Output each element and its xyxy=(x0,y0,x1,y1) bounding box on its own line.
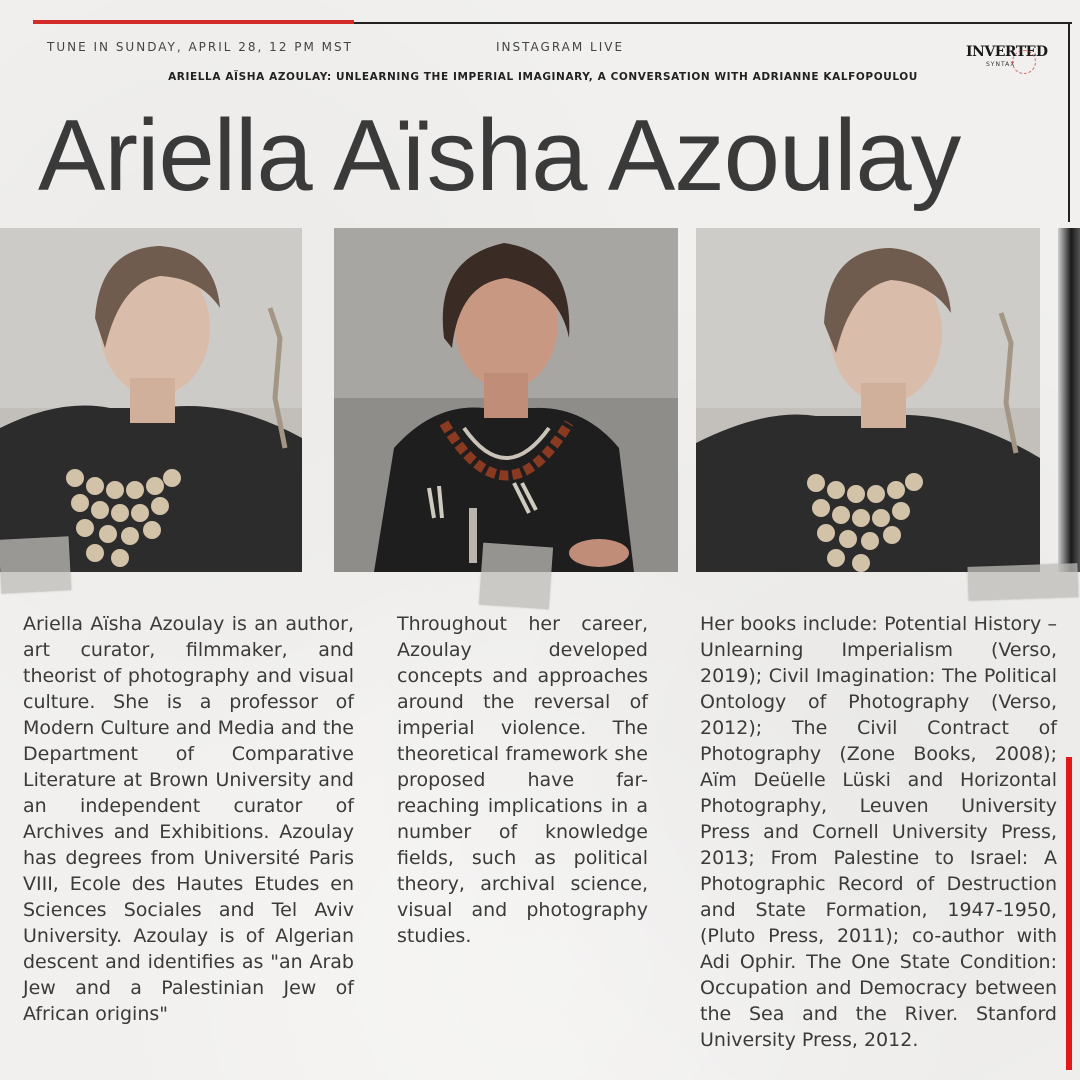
portrait-1-illustration xyxy=(0,228,302,572)
portrait-photo-3 xyxy=(696,228,1040,572)
top-black-rule xyxy=(354,22,1072,24)
page-title: Ariella Aïsha Azoulay xyxy=(38,100,961,212)
event-date: TUNE IN SUNDAY, APRIL 28, 12 PM MST xyxy=(47,40,353,54)
inverted-syntax-logo xyxy=(966,42,1048,74)
bio-column-2: Throughout her career, Azoulay developed concepts and approaches around the reversal of imperial violence. The theoretical framework she proposed have far-reaching implications in a number of knowledge fields, such as political theory, archival science, visual and photography studies. xyxy=(397,613,648,947)
portrait-photo-1 xyxy=(0,228,302,572)
bio-column-3: Her books include: Potential History – Unlearning Imperialism (Verso, 2019); Civil Imagination: The Political Ontology of Photography (Verso, 2012); The Civil Contract of Photography (Zone Books, 2008); Aïm Deüelle Lüski and Horizontal Photography, Leuven University Press and Cornell University Press, 2013; From Palestine to Israel: A Photographic Record of Destruction and State Formation, 1947-1950, (Pluto Press, 2011); co-author with Adi Ophir. The One State Condition: Occupation and Democracy between the Sea and the River. Stanford University Press, 2012. xyxy=(700,613,1057,1051)
portrait-photo-2 xyxy=(334,228,678,572)
logo-stamp-icon xyxy=(1012,50,1036,74)
portrait-photo-4-partial xyxy=(1058,228,1080,572)
portrait-2-illustration xyxy=(334,228,678,572)
right-black-rule xyxy=(1068,22,1070,222)
tape-strip-2 xyxy=(479,543,553,610)
event-subtitle: ARIELLA AÏSHA AZOULAY: UNLEARNING THE IMPERIAL IMAGINARY, A CONVERSATION WITH ADRIANNE KALFOPOULOU xyxy=(168,71,918,83)
logo-text: INVERTED xyxy=(966,44,1048,60)
bio-column-1: Ariella Aïsha Azoulay is an author, art curator, filmmaker, and theorist of photography and visual culture. She is a professor of Modern Culture and Media and the Department of Comparative Literature at Brown University and an independent curator of Archives and Exhibitions. Azoulay has degrees from Université Paris VIII, Ecole des Hautes Etudes en Sciences Sociales and Tel Aviv University. Azoulay is of Algerian descent and identifies as "an Arab Jew and a Palestinian Jew of African origins" xyxy=(23,613,354,1025)
tape-strip-1 xyxy=(0,536,71,594)
right-red-rule xyxy=(1066,757,1072,1070)
portrait-3-illustration xyxy=(696,228,1040,572)
logo-subtext: SYNTAX xyxy=(986,61,1016,68)
top-red-rule xyxy=(33,20,354,24)
tape-strip-3 xyxy=(967,563,1078,601)
event-platform: INSTAGRAM LIVE xyxy=(496,40,625,54)
